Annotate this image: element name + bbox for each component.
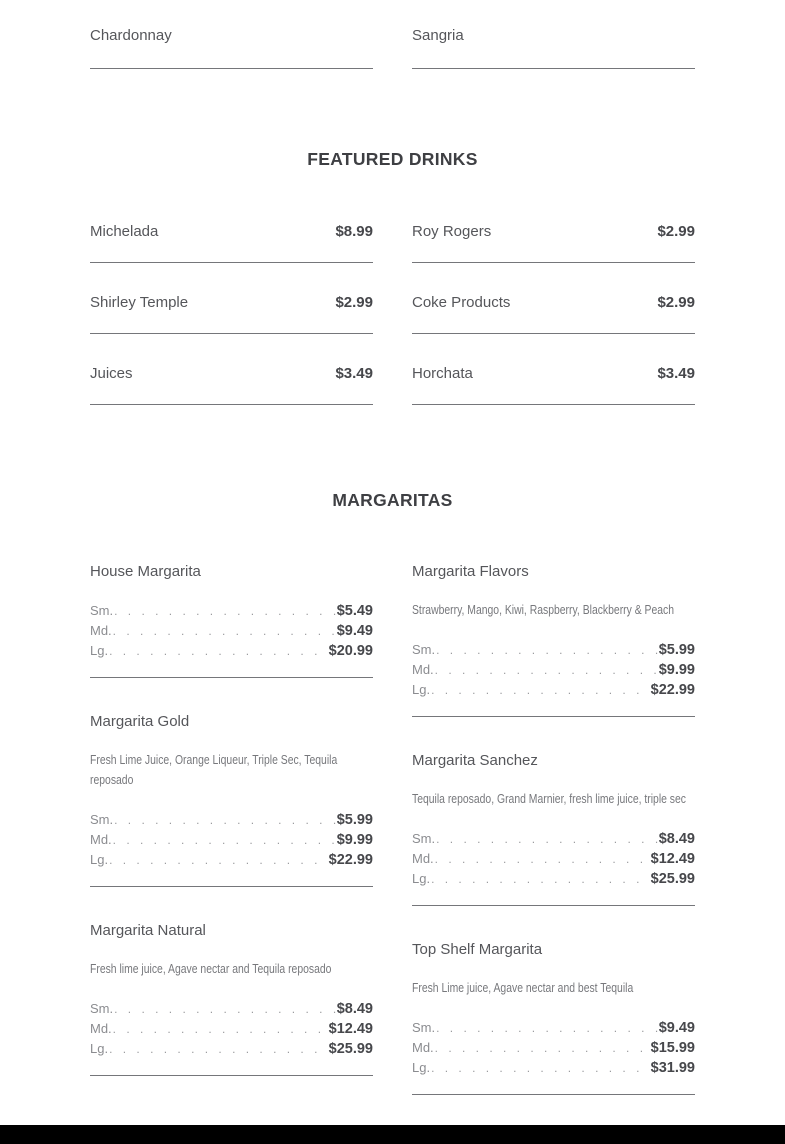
item-row (412, 293, 695, 312)
size-row (412, 1018, 695, 1038)
menu-item (412, 364, 695, 405)
dot-leader (435, 849, 650, 869)
featured-column-right (412, 222, 695, 435)
size-label: Sm. (90, 812, 114, 827)
dot-leader (431, 680, 650, 700)
size-list (90, 810, 373, 870)
menu-item (412, 562, 695, 717)
size-label: Sm. (412, 831, 436, 846)
item-name: House Margarita (90, 563, 201, 580)
size-label: Sm. (90, 603, 114, 618)
size-row (90, 621, 373, 641)
size-label: Md. (90, 623, 112, 638)
menu-item (412, 293, 695, 334)
size-row (412, 640, 695, 660)
menu-item (90, 293, 373, 334)
size-price: $20.99 (328, 643, 373, 659)
size-price: $8.49 (336, 1001, 373, 1017)
size-price: $8.49 (658, 831, 695, 847)
size-price: $12.49 (650, 851, 695, 867)
item-row (412, 222, 695, 241)
size-label: Lg. (90, 1041, 109, 1056)
item-description: Fresh Lime Juice, Orange Liqueur, Triple Sec, Tequila reposado (90, 752, 338, 787)
item-name: Margarita Natural (90, 922, 206, 939)
divider (90, 68, 373, 69)
size-price: $15.99 (650, 1040, 695, 1056)
size-row (90, 641, 373, 661)
item-name: Michelada (90, 223, 159, 240)
item-row (90, 222, 373, 241)
item-description: Tequila reposado, Grand Marnier, fresh lime juice, triple sec (412, 791, 686, 806)
item-name: Sangria (412, 27, 464, 44)
size-row (412, 680, 695, 700)
size-price: $31.99 (650, 1060, 695, 1076)
margaritas-column-right (412, 562, 695, 1129)
dot-leader (113, 621, 336, 641)
menu-item (412, 222, 695, 263)
size-label: Lg. (412, 682, 431, 697)
divider (412, 905, 695, 906)
size-row (90, 850, 373, 870)
item-price: $2.99 (657, 223, 695, 240)
item-price: $8.99 (335, 223, 373, 240)
dot-leader (109, 641, 328, 661)
item-price: $2.99 (657, 294, 695, 311)
item-name: Chardonnay (90, 27, 172, 44)
size-list (412, 829, 695, 889)
item-row (412, 364, 695, 383)
divider (412, 68, 695, 69)
item-name: Juices (90, 365, 133, 382)
divider (90, 404, 373, 405)
dot-leader (435, 660, 658, 680)
size-price: $25.99 (650, 871, 695, 887)
menu-item (90, 562, 373, 678)
divider (412, 333, 695, 334)
size-price: $5.99 (658, 642, 695, 658)
dot-leader (113, 830, 336, 850)
size-label: Sm. (90, 1001, 114, 1016)
item-name: Roy Rogers (412, 223, 492, 240)
size-price: $5.49 (336, 603, 373, 619)
dot-leader (109, 1039, 328, 1059)
divider (90, 886, 373, 887)
size-label: Md. (412, 1040, 434, 1055)
divider (90, 1075, 373, 1076)
dot-leader (436, 640, 658, 660)
size-label: Lg. (90, 643, 109, 658)
size-price: $22.99 (328, 852, 373, 868)
size-label: Md. (412, 851, 434, 866)
size-label: Sm. (412, 1020, 436, 1035)
size-row (412, 1058, 695, 1078)
divider (412, 1094, 695, 1095)
item-row (90, 293, 373, 312)
divider (412, 716, 695, 717)
size-price: $9.49 (658, 1020, 695, 1036)
size-price: $9.99 (336, 832, 373, 848)
section-heading-featured-drinks: FEATURED DRINKS (307, 149, 478, 169)
dot-leader (431, 1058, 650, 1078)
dot-leader (114, 601, 336, 621)
size-price: $12.49 (328, 1021, 373, 1037)
item-description: Fresh lime juice, Agave nectar and Tequila reposado (90, 961, 332, 976)
margaritas-column-left (90, 562, 373, 1129)
dot-leader (113, 1019, 328, 1039)
menu-item (90, 921, 373, 1076)
size-label: Md. (412, 662, 434, 677)
item-name: Top Shelf Margarita (412, 941, 543, 958)
size-row (90, 1019, 373, 1039)
size-row (412, 849, 695, 869)
item-name: Margarita Gold (90, 713, 190, 730)
menu-item (90, 222, 373, 263)
size-row (90, 1039, 373, 1059)
item-name: Horchata (412, 365, 473, 382)
menu-item (90, 712, 373, 887)
dot-leader (431, 869, 650, 889)
featured-drinks-grid (90, 222, 695, 435)
size-list (90, 999, 373, 1059)
dot-leader (436, 829, 658, 849)
size-price: $5.99 (336, 812, 373, 828)
divider (90, 677, 373, 678)
size-price: $9.99 (658, 662, 695, 678)
size-label: Md. (90, 832, 112, 847)
bottom-bar (0, 1125, 785, 1144)
item-price: $3.49 (657, 365, 695, 382)
size-list (412, 640, 695, 700)
divider (412, 404, 695, 405)
size-price: $22.99 (650, 682, 695, 698)
item-name: Shirley Temple (90, 294, 189, 311)
wine-row (90, 26, 695, 69)
item-description: Strawberry, Mango, Kiwi, Raspberry, Blackberry & Peach (412, 602, 675, 617)
item-description: Fresh Lime juice, Agave nectar and best Tequila (412, 980, 634, 995)
divider (90, 262, 373, 263)
item-name: Margarita Sanchez (412, 752, 538, 769)
size-label: Sm. (412, 642, 436, 657)
size-row (90, 601, 373, 621)
dot-leader (109, 850, 328, 870)
item-name: Margarita Flavors (412, 563, 529, 580)
section-heading-margaritas: MARGARITAS (332, 490, 453, 510)
dot-leader (436, 1018, 658, 1038)
item-price: $2.99 (335, 294, 373, 311)
item-price: $3.49 (335, 365, 373, 382)
size-row (90, 999, 373, 1019)
size-row (412, 660, 695, 680)
dot-leader (114, 810, 336, 830)
size-price: $9.49 (336, 623, 373, 639)
menu-item (412, 26, 695, 69)
size-label: Lg. (412, 871, 431, 886)
featured-column-left (90, 222, 373, 435)
size-list (412, 1018, 695, 1078)
size-price: $25.99 (328, 1041, 373, 1057)
menu-item (412, 751, 695, 906)
menu-item (90, 26, 373, 69)
divider (412, 262, 695, 263)
size-label: Lg. (90, 852, 109, 867)
size-label: Lg. (412, 1060, 431, 1075)
item-row (90, 364, 373, 383)
size-row (412, 829, 695, 849)
divider (90, 333, 373, 334)
size-row (90, 810, 373, 830)
size-list (90, 601, 373, 661)
dot-leader (114, 999, 336, 1019)
dot-leader (435, 1038, 650, 1058)
menu-item (90, 364, 373, 405)
size-row (412, 1038, 695, 1058)
size-row (412, 869, 695, 889)
size-label: Md. (90, 1021, 112, 1036)
menu-item (412, 940, 695, 1095)
size-row (90, 830, 373, 850)
item-name: Coke Products (412, 294, 511, 311)
margaritas-grid (90, 562, 695, 1129)
